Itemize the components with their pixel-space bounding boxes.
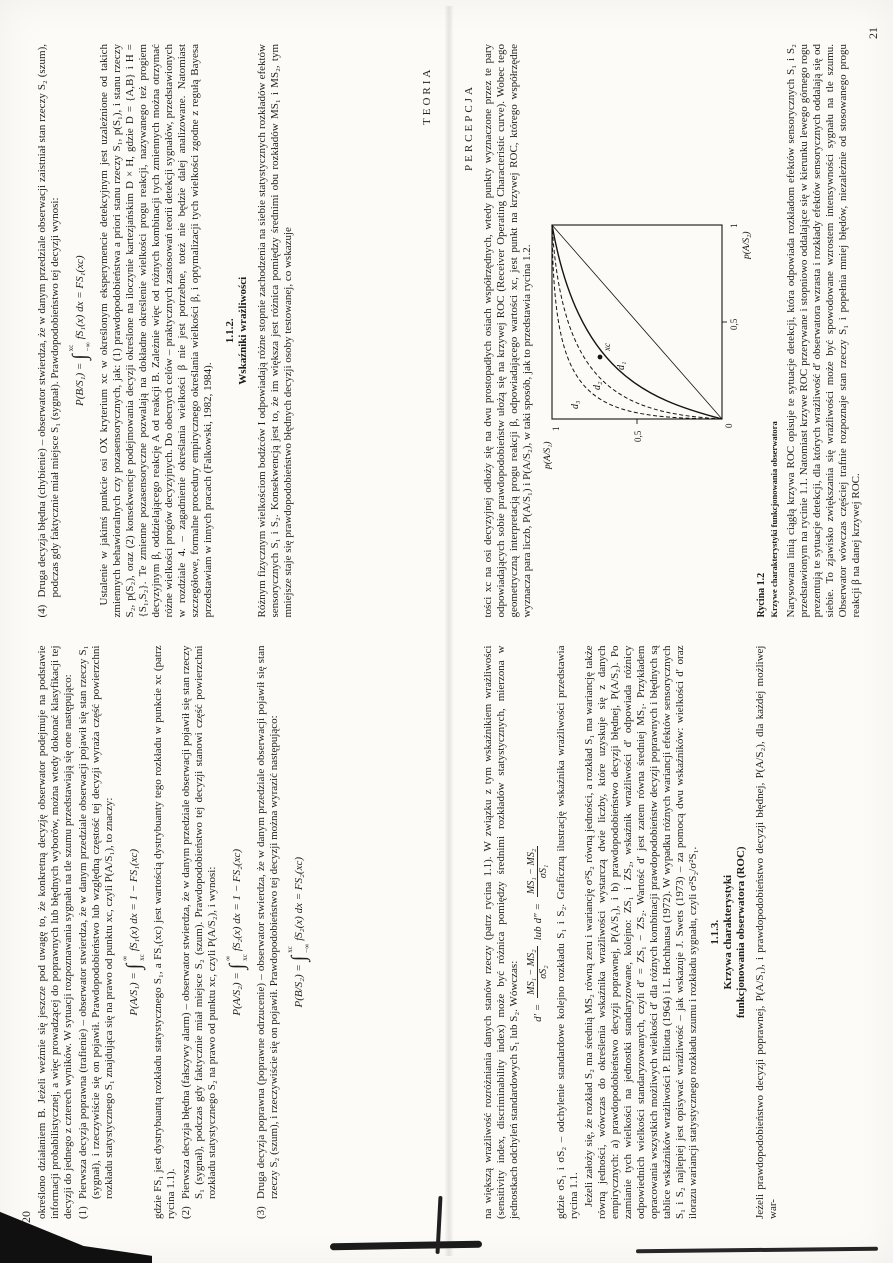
paragraph-tosci: tości xc na osi decyzyjnej odłoży się na dwu prostopadłych osiach współrzędnych, wtedy punkty wyznaczone przez te pary odpowiadających sobie prawdopodobieństw ułożą się na krzywej ROC (Receiver Operating Characteristic curve). Wobec tego geometryczną interpretacją progu reakcji β, odpowiadającego wartości xc, jest punkt na krzywej ROC, którego współrzędne wyznacza para liczb, P(A/S₁) i P(A/S₂), w taki sposób, jak to przedstawia rycina 1.2. [482, 44, 533, 618]
list-text: Pierwsza decyzja poprawna (trafienie) – obserwator stwierdza, że w danym przedziale obserwacji pojawił się stan rzeczy S₁ (sygnał), i rzeczywiście się on pojawił. Prawdopodobieństwo lub względną częstość tej decyzji wyraża część powierzchni rozkładu statystycznego S₁ znajdująca się na prawo od punktu xc, czyli P(A/S₁), to znaczy: [77, 645, 115, 1199]
page-21 [452, 0, 889, 1263]
equation-4: P(B/S₁) = ∫ xc −∞ fS₁(x) dx = FS₁(xc) [67, 255, 92, 407]
list-marker: (2) [180, 1206, 192, 1219]
paragraph-roznym: Różnym fizycznym wielkościom bodźców I odpowiadają różne stopnie zachodzenia na siebie statystycznych rozkładów efektów sensorycznych S₁ i S₂. Konsekwencją jest to, że im większa jest różnica pomiędzy średnimi obu rozkładów MS₁ i MS₂, tym mniejsze staje się prawdopodobieństwo błędnych decyzji osoby testowanej, co wskazuje [256, 44, 294, 618]
roc-figure-caption [755, 44, 781, 618]
paragraph-gdzie-sigma: gdzie σS₁ i σS₂ – odchylenie standardowe kolejno rozkładu S₁ i S₂. Graficzną ilustrację wskaźnika wrażliwości przedstawia rycina 1.1. [555, 645, 580, 1219]
page-20-content [6, 0, 443, 1263]
list-marker: (4) [36, 604, 48, 618]
paragraph-jezeli-prawdopodobienstwo: Jeżeli prawdopodobieństwo decyzji poprawnej, P(A/S₁), i prawdopodobieństwo decyzji błędnej, P(A/S₂), dla każdej możliwej war- [754, 645, 779, 1219]
section-heading-1-1-3 [709, 646, 748, 1220]
roc-label-d3: d₃ [570, 400, 581, 409]
origin-label: 0 [724, 423, 734, 428]
integral-sign: ∫ [287, 955, 310, 962]
figure-caption-text: Krzywe charakterystyki funkcjonowania obserwatora [769, 421, 779, 618]
list-item-3 [255, 646, 281, 1220]
page-21-column-2 [482, 44, 883, 618]
list-marker: (1) [77, 1206, 89, 1219]
paragraph-na-wieksza: na większą wrażliwość rozróżniania danych stanów rzeczy (patrz rycina 1.1). W związku z tym wskaźnikiem wrażliwości (sensitivity index, discriminability index) może być różnica pomiędzy średnimi rozkładów statystycznych, mierzona w jednostkach odchyleń standardowych S₁ lub S₂. Wówczas: [482, 645, 520, 1219]
page-21-content [452, 0, 889, 1263]
page-20-column-1 [36, 646, 437, 1220]
integral-sign: ∫ [225, 963, 248, 970]
page-20-column-2 [36, 44, 437, 618]
roc-figure [540, 44, 781, 618]
section-title: Wskaźniki wrażliwości [237, 276, 249, 385]
section-number: 1.1.2. [224, 318, 236, 344]
fraction: MS₁ − MS₂ σS₁ [526, 846, 549, 897]
page-20 [6, 0, 443, 1263]
fraction: MS₁ − MS₂ σS₂ [526, 946, 549, 997]
section-title-line2: funkcjonowania obserwatora (ROC) [735, 846, 747, 1019]
roc-label-xc: xc [602, 342, 612, 351]
equation-3: P(B/S₂) = ∫ xc −∞ fS₂(x) dx = FS₂(xc) [286, 856, 311, 1008]
y-axis-label: p(A/S₁) [543, 441, 553, 469]
x-axis-label: p(A/S₂) [742, 231, 752, 259]
roc-label-d1: d₁ [616, 361, 627, 370]
list-text: Druga decyzja błędna (chybienie) – obserwator stwierdza, że w danym przedziale obserwacji zaistniał stan rzeczy S₂ (szum), podczas gdy faktycznie miał miejsce S₁ (sygnał). Prawdopodobieństwo tej decyzji wynosi: [36, 44, 61, 598]
list-item-4 [36, 44, 62, 618]
equation-d-prime: d′ = MS₁ − MS₂ σS₂ lub d″ = MS₁ − MS₂ σS₁ [526, 646, 549, 1220]
running-head-teoria: TEORIA [421, 66, 433, 125]
section-number: 1.1.3. [709, 919, 721, 945]
integral-sign: ∫ [68, 354, 91, 360]
integral-sign: ∫ [122, 963, 145, 970]
roc-plot [540, 191, 752, 471]
paragraph-narysowana: Narysowana linią ciągłą krzywa ROC opisuje te sytuacje detekcji, która odpowiada rozkładom efektów sensorycznych S₁ i S₂ przedstawionym na rycinie 1.1. Natomiast krzywe ROC przerywane i stopniowo oddalające się w kierunku lewego górnego rogu prezentują te sytuacje detekcji, dla których wrażliwość d′ obserwatora wzrasta i rozkłady efektów sensorycznych oddalają się od siebie. To zjawisko zwiększania się wrażliwości może być spowodowane wzrostem intensywności sygnału na tle szumu. Obserwator wówczas częściej trafnie rozpoznaje stan rzeczy S₁ i popełnia mniej błędów, niezależnie od stosowanego progu reakcji β na danej krzywej ROC. [785, 44, 862, 618]
paragraph-gdzie-f: gdzie FS₁ jest dystrybuantą rozkładu statystycznego S₁, a FS₁(xc) jest wartością dystrybuanty tego rozkładu w punkcie xc (patrz rycina 1.1). [152, 645, 177, 1219]
section-heading-1-1-2 [224, 44, 250, 618]
list-text: Pierwsza decyzja błędna (fałszywy alarm) – obserwator stwierdza, że w danym przedziale obserwacji pojawił się stan rzeczy S₁ (sygnał), podczas gdy faktycznie miał miejsce S₂ (szum). Prawdopodobieństwo tej decyzji stanowi część powierzchni rozkładu statystycznego S₂ na prawo od punktu xc, czyli P(A/S₂), i wynosi: [180, 645, 218, 1199]
paragraph-intro: określono działaniem B. Jeżeli weźmie się jeszcze pod uwagę to, że konkretną decyzję obserwator podejmuje na podstawie informacji probabilistycznej, a więc prowadzącej do poprawnych lub błędnych wyborów, można wtedy dokonać klasyfikacji tej decyzji do jednego z czterech wyników. W sytuacji rozpoznawania sygnału na tle szumu przedstawiają się one następująco: [36, 645, 74, 1219]
paragraph-jezeli-zalozy: Jeżeli założy się, że rozkład S₂ ma średnią MS₂ równą zeru i wariancję σ²S₂ równą jedności, a rozkład S₁ ma wariancję także równą jedności, wówczas do określenia wskaźnika wrażliwości wystarczą dwie liczby, które uzyskuje się z danych empirycznych: a) prawdopodobieństwo decyzji poprawnej, P(A/S₁), i b) prawdopodobieństwo decyzji błędnej, P(A/S₂). Po zamianie tych wielkości na jednostki standaryzowane, kolejno: ZS₁ i ZS₂, wskaźnik wrażliwości d′ odpowiada różnicy odpowiednich wielkości standaryzowanych, czyli d′ = ZS₁ − ZS₂. Wartość d′ jest zatem równa średniej MS₁. Przykładem opracowania wszystkich możliwych wielkości d′ dla różnych kombinacji prawdopodobieństw decyzji poprawnych i błędnych są tablice wskaźników wrażliwości P. Elliotta (1964) i L. Hochhausa (1972). W wypadku różnych wariancji efektów sensorycznych S₁ i S₂ najlepiej jest opisywać wrażliwość – jak wskazuje J. Swets (1973) – za pomocą dwu wskaźników: wielkości d′ oraz ilorazu wariancji statystycznego rozkładu szumu i rozkładu sygnału, czyli σ²S₂/σ²S₁. [583, 645, 699, 1219]
roc-label-d2: d₂ [592, 381, 603, 390]
list-marker: (3) [255, 1206, 267, 1219]
y-tick-label-05: 0,5 [633, 430, 643, 442]
page-20-columns [36, 44, 437, 1219]
page-21-columns [482, 44, 883, 1219]
section-title-line1: Krzywa charakterystyki [722, 874, 734, 990]
roc-chance-diagonal [552, 225, 722, 419]
x-tick-label-1: 1 [729, 223, 739, 228]
roc-point-xc [598, 354, 603, 359]
list-item-1 [77, 646, 116, 1220]
page-number-21: 21 [866, 27, 880, 39]
running-head-percepcja: PERCEPCJA [463, 84, 475, 171]
y-tick-label-1: 1 [551, 426, 561, 431]
page-number-20: 20 [19, 1211, 33, 1223]
equation-1: P(A/S₁) = ∫ ∞ xc fS₁(x) dx = 1 − FS₁(xc) [121, 848, 146, 1016]
figure-caption-number: Rycina 1.2 [756, 572, 767, 618]
paragraph-ustalenie: Ustalenie w jakimś punkcie osi OX kryterium xc w określonym eksperymencie detekcyjnym jest uzależnione od takich zmiennych behawioralnych czy pozasensorycznych, jak: (1) prawdopodobieństwa a priori stanu rzeczy S₁, p(S₁), i stanu rzeczy S₂, p(S₂), oraz (2) konsekwencje podejmowania decyzji określone na iloczynie kartezjańskim D × H, gdzie D = {A,B} i H = {S₁,S₂}. Te zmienne pozasensoryczne pozwalają na dokładne określenie wielkości progu reakcji, nazywanego też progiem decyzyjnym β, oddzielającego reakcję A od reakcji B. Zależnie więc od różnych kombinacji tych zmiennych można otrzymać różne wielkości progów decyzyjnych. Do obecnych celów – praktycznych zastosowań teorii detekcji sygnałów, przedstawionych w rozdziale 4. – zagadnienie określania wielkości β nie jest potrzebne, toteż nie będzie dalej analizowane. Natomiast szczegółowe, formalne procedury empirycznego określania wielkości β, i optymalizacji tych wielkości zgodne z regułą Bayesa przedstawiam w innych pracach (Falkowski, 1982, 1984). [98, 44, 214, 618]
list-text: Druga decyzja poprawna (poprawne odrzucenie) – obserwator stwierdza, że w danym przedziale obserwacji pojawił się stan rzeczy S₂ (szum), i rzeczywiście się on pojawił. Prawdopodobieństwo tej decyzji można wyrazić następująco: [255, 645, 280, 1199]
x-tick-label-05: 0,5 [729, 318, 739, 330]
page-21-column-1 [482, 646, 883, 1220]
list-item-2 [180, 646, 219, 1220]
equation-2: P(A/S₂) = ∫ ∞ xc fS₂(x) dx = 1 − FS₂(xc) [224, 848, 249, 1016]
